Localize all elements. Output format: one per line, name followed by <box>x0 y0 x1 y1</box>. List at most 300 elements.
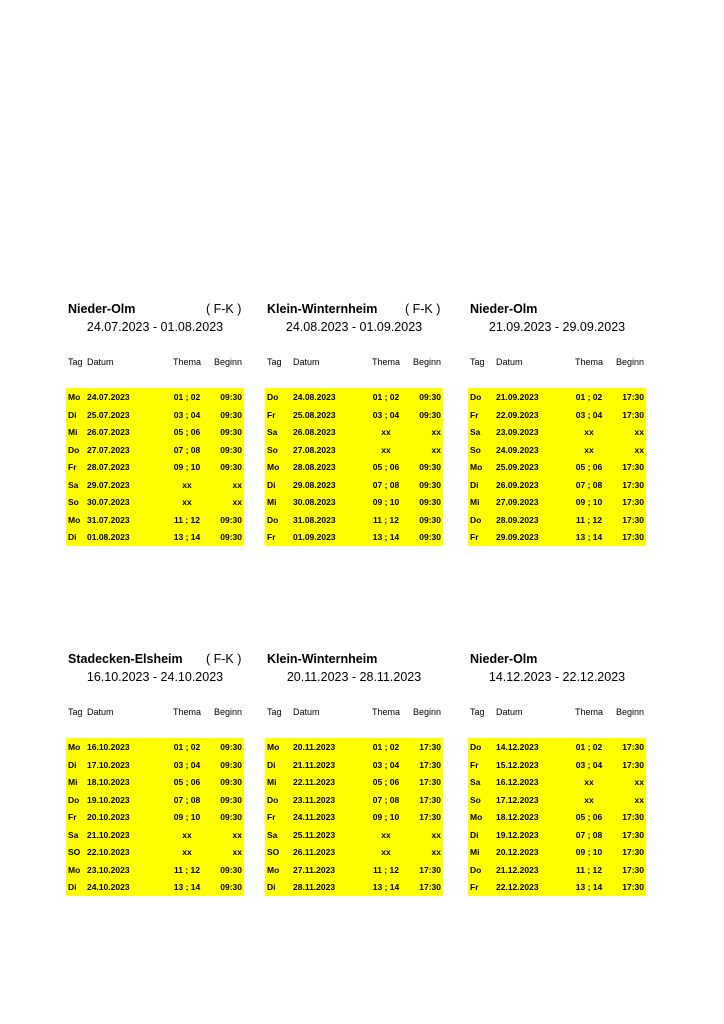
header-tag: Tag <box>68 357 83 367</box>
thema-cell: 05 ; 06 <box>173 777 201 787</box>
thema-cell: 09 ; 10 <box>173 812 201 822</box>
table-row <box>66 388 244 406</box>
table-row <box>468 738 646 756</box>
table-header <box>468 357 646 371</box>
day-cell: Di <box>68 759 77 770</box>
table-row <box>468 423 646 441</box>
day-cell: Fr <box>267 812 276 822</box>
block-title <box>468 302 646 320</box>
date-cell: 18.12.2023 <box>496 812 539 822</box>
table-row <box>468 441 646 459</box>
beginn-cell: 17:30 <box>622 514 644 525</box>
table-row <box>66 861 244 879</box>
header-beginn: Beginn <box>412 707 441 717</box>
beginn-cell: 17:30 <box>419 777 441 787</box>
date-cell: 26.11.2023 <box>293 847 336 857</box>
table-row <box>468 878 646 896</box>
table-row <box>265 773 443 791</box>
date-cell: 25.08.2023 <box>293 409 336 420</box>
header-thema: Thema <box>574 357 603 367</box>
day-cell: Do <box>267 514 279 525</box>
day-cell: Do <box>470 514 482 525</box>
thema-cell: 07 ; 08 <box>575 479 603 490</box>
day-cell: So <box>267 444 278 455</box>
date-range: 14.12.2023 - 22.12.2023 <box>488 670 626 684</box>
date-cell: 24.09.2023 <box>496 444 539 455</box>
table-row <box>66 476 244 494</box>
day-cell: Di <box>68 882 77 892</box>
day-cell: Mi <box>267 497 277 507</box>
beginn-cell: xx <box>634 444 644 455</box>
table-row <box>66 738 244 756</box>
thema-cell: 01 ; 02 <box>372 742 400 752</box>
block-title <box>66 652 244 670</box>
date-cell: 27.08.2023 <box>293 444 336 455</box>
day-cell: Fr <box>68 812 77 822</box>
thema-cell: xx <box>182 829 192 840</box>
location-name: Nieder-Olm <box>68 302 136 316</box>
thema-cell: xx <box>381 444 391 455</box>
day-cell: Sa <box>267 427 278 437</box>
header-tag: Tag <box>267 357 282 367</box>
table-row <box>265 511 443 529</box>
day-cell: SO <box>68 847 81 857</box>
day-cell: Fr <box>470 759 479 770</box>
thema-cell: 11 ; 12 <box>576 514 602 525</box>
day-cell: So <box>470 794 481 805</box>
beginn-cell: 17:30 <box>419 742 441 752</box>
beginn-cell: 09:30 <box>220 532 242 542</box>
table-row <box>468 756 646 774</box>
beginn-cell: 17:30 <box>419 794 441 805</box>
block-title <box>468 652 646 670</box>
table-row <box>468 808 646 826</box>
day-cell: Mo <box>68 392 81 402</box>
thema-cell: 13 ; 14 <box>575 532 603 542</box>
beginn-cell: 09:30 <box>220 462 242 472</box>
date-cell: 24.10.2023 <box>87 882 130 892</box>
day-cell: Mi <box>68 777 78 787</box>
table-row <box>66 406 244 424</box>
thema-cell: 11 ; 12 <box>373 864 399 875</box>
thema-cell: 13 ; 14 <box>372 532 400 542</box>
thema-cell: 05 ; 06 <box>372 462 400 472</box>
beginn-cell: 09:30 <box>220 812 242 822</box>
table-row <box>265 843 443 861</box>
table-row <box>265 458 443 476</box>
date-cell: 24.08.2023 <box>293 392 336 402</box>
day-cell: Mo <box>470 462 483 472</box>
course-tag: ( F-K ) <box>206 302 242 316</box>
date-cell: 31.08.2023 <box>293 514 336 525</box>
beginn-cell: 17:30 <box>622 812 644 822</box>
table-row <box>468 826 646 844</box>
date-cell: 17.10.2023 <box>87 759 130 770</box>
table-row <box>265 791 443 809</box>
beginn-cell: 17:30 <box>419 812 441 822</box>
date-cell: 26.09.2023 <box>496 479 539 490</box>
thema-cell: 13 ; 14 <box>173 882 201 892</box>
thema-cell: 07 ; 08 <box>372 479 400 490</box>
day-cell: Sa <box>470 427 481 437</box>
table-row <box>66 773 244 791</box>
beginn-cell: xx <box>431 829 441 840</box>
table-row <box>66 423 244 441</box>
date-cell: 28.08.2023 <box>293 462 336 472</box>
header-datum: Datum <box>496 707 523 717</box>
beginn-cell: 17:30 <box>622 864 644 875</box>
beginn-cell: 09:30 <box>220 444 242 455</box>
table-row <box>265 441 443 459</box>
header-beginn: Beginn <box>615 357 644 367</box>
header-beginn: Beginn <box>213 707 242 717</box>
date-cell: 19.12.2023 <box>496 829 539 840</box>
day-cell: Sa <box>68 479 79 490</box>
table-row <box>66 756 244 774</box>
thema-cell: 13 ; 14 <box>372 882 400 892</box>
day-cell: Mi <box>470 497 480 507</box>
day-cell: Fr <box>68 462 77 472</box>
date-cell: 28.07.2023 <box>87 462 130 472</box>
table-row <box>265 476 443 494</box>
day-cell: Di <box>267 479 276 490</box>
day-cell: So <box>470 444 481 455</box>
header-datum: Datum <box>293 357 320 367</box>
thema-cell: 09 ; 10 <box>575 497 603 507</box>
table-row <box>265 878 443 896</box>
header-datum: Datum <box>496 357 523 367</box>
day-cell: Mo <box>267 462 280 472</box>
thema-cell: 09 ; 10 <box>372 812 400 822</box>
date-range: 24.07.2023 - 01.08.2023 <box>86 320 224 334</box>
day-cell: Mo <box>267 742 280 752</box>
block-title <box>265 302 443 320</box>
day-cell: Di <box>470 829 479 840</box>
date-cell: 25.07.2023 <box>87 409 130 420</box>
table-row <box>265 388 443 406</box>
date-cell: 29.07.2023 <box>87 479 130 490</box>
table-row <box>66 458 244 476</box>
beginn-cell: 09:30 <box>220 864 242 875</box>
date-cell: 28.09.2023 <box>496 514 539 525</box>
date-cell: 23.10.2023 <box>87 864 130 875</box>
thema-cell: 01 ; 02 <box>173 392 201 402</box>
schedule-table <box>468 388 646 546</box>
day-cell: Di <box>68 532 77 542</box>
beginn-cell: xx <box>634 777 644 787</box>
beginn-cell: 17:30 <box>622 759 644 770</box>
thema-cell: 11 ; 12 <box>174 514 200 525</box>
day-cell: Sa <box>68 829 79 840</box>
beginn-cell: 09:30 <box>220 514 242 525</box>
schedule-table <box>265 388 443 546</box>
day-cell: Fr <box>267 409 276 420</box>
beginn-cell: 09:30 <box>220 392 242 402</box>
date-cell: 19.10.2023 <box>87 794 130 805</box>
thema-cell: 03 ; 04 <box>372 759 400 770</box>
date-cell: 23.11.2023 <box>293 794 336 805</box>
thema-cell: xx <box>381 847 391 857</box>
beginn-cell: xx <box>232 829 242 840</box>
table-header <box>66 707 244 721</box>
schedule-table <box>265 738 443 896</box>
day-cell: Mo <box>470 812 483 822</box>
beginn-cell: 17:30 <box>622 882 644 892</box>
date-cell: 21.09.2023 <box>496 392 539 402</box>
table-row <box>66 808 244 826</box>
thema-cell: 03 ; 04 <box>575 409 603 420</box>
thema-cell: xx <box>584 777 594 787</box>
schedule-table <box>468 738 646 896</box>
table-row <box>66 843 244 861</box>
day-cell: Di <box>68 409 77 420</box>
header-tag: Tag <box>68 707 83 717</box>
table-row <box>265 528 443 546</box>
day-cell: Do <box>267 794 279 805</box>
table-row <box>265 808 443 826</box>
date-cell: 20.12.2023 <box>496 847 539 857</box>
beginn-cell: 09:30 <box>220 794 242 805</box>
date-cell: 25.11.2023 <box>293 829 336 840</box>
date-cell: 21.10.2023 <box>87 829 130 840</box>
thema-cell: 09 ; 10 <box>372 497 400 507</box>
thema-cell: xx <box>182 479 192 490</box>
day-cell: Mi <box>68 427 78 437</box>
thema-cell: 03 ; 04 <box>173 409 201 420</box>
table-row <box>265 406 443 424</box>
course-tag: ( F-K ) <box>206 652 242 666</box>
date-cell: 14.12.2023 <box>496 742 539 752</box>
table-row <box>265 738 443 756</box>
date-cell: 20.10.2023 <box>87 812 130 822</box>
date-cell: 28.11.2023 <box>293 882 336 892</box>
table-row <box>468 528 646 546</box>
location-name: Nieder-Olm <box>470 652 538 666</box>
beginn-cell: 09:30 <box>419 392 441 402</box>
table-row <box>468 388 646 406</box>
thema-cell: 13 ; 14 <box>173 532 201 542</box>
date-cell: 25.09.2023 <box>496 462 539 472</box>
day-cell: Mo <box>267 864 280 875</box>
beginn-cell: 09:30 <box>419 497 441 507</box>
header-thema: Thema <box>172 357 201 367</box>
thema-cell: 11 ; 12 <box>373 514 399 525</box>
thema-cell: 03 ; 04 <box>372 409 400 420</box>
table-row <box>265 826 443 844</box>
date-cell: 22.10.2023 <box>87 847 130 857</box>
table-header <box>265 357 443 371</box>
day-cell: Mi <box>470 847 480 857</box>
day-cell: Sa <box>267 829 278 840</box>
date-cell: 30.07.2023 <box>87 497 130 507</box>
day-cell: Do <box>68 794 80 805</box>
table-row <box>468 476 646 494</box>
date-cell: 30.08.2023 <box>293 497 336 507</box>
table-row <box>265 861 443 879</box>
thema-cell: 03 ; 04 <box>173 759 201 770</box>
day-cell: SO <box>267 847 280 857</box>
date-cell: 18.10.2023 <box>87 777 130 787</box>
date-cell: 26.07.2023 <box>87 427 130 437</box>
thema-cell: xx <box>381 427 391 437</box>
beginn-cell: xx <box>232 479 242 490</box>
beginn-cell: 17:30 <box>419 864 441 875</box>
beginn-cell: xx <box>232 497 242 507</box>
thema-cell: 01 ; 02 <box>173 742 201 752</box>
beginn-cell: 17:30 <box>622 829 644 840</box>
table-row <box>66 511 244 529</box>
date-cell: 22.11.2023 <box>293 777 336 787</box>
day-cell: Fr <box>470 532 479 542</box>
beginn-cell: 09:30 <box>220 759 242 770</box>
day-cell: Di <box>470 479 479 490</box>
table-row <box>468 843 646 861</box>
date-cell: 16.10.2023 <box>87 742 130 752</box>
thema-cell: 11 ; 12 <box>576 864 602 875</box>
beginn-cell: 09:30 <box>419 514 441 525</box>
table-row <box>66 528 244 546</box>
date-cell: 15.12.2023 <box>496 759 539 770</box>
beginn-cell: 17:30 <box>622 462 644 472</box>
beginn-cell: 09:30 <box>419 532 441 542</box>
beginn-cell: 09:30 <box>220 777 242 787</box>
thema-cell: 11 ; 12 <box>174 864 200 875</box>
day-cell: Mo <box>68 864 81 875</box>
day-cell: Mo <box>68 742 81 752</box>
day-cell: Do <box>470 864 482 875</box>
table-row <box>468 493 646 511</box>
table-row <box>66 878 244 896</box>
header-beginn: Beginn <box>412 357 441 367</box>
header-tag: Tag <box>470 357 485 367</box>
beginn-cell: 17:30 <box>622 497 644 507</box>
header-datum: Datum <box>293 707 320 717</box>
table-row <box>265 423 443 441</box>
thema-cell: xx <box>182 847 192 857</box>
beginn-cell: 17:30 <box>622 479 644 490</box>
day-cell: Do <box>470 742 482 752</box>
date-cell: 21.12.2023 <box>496 864 539 875</box>
header-tag: Tag <box>470 707 485 717</box>
thema-cell: 07 ; 08 <box>173 794 201 805</box>
day-cell: Fr <box>470 882 479 892</box>
date-cell: 01.09.2023 <box>293 532 336 542</box>
date-cell: 22.09.2023 <box>496 409 539 420</box>
beginn-cell: 09:30 <box>419 479 441 490</box>
date-range: 24.08.2023 - 01.09.2023 <box>285 320 423 334</box>
beginn-cell: 09:30 <box>220 882 242 892</box>
day-cell: Sa <box>470 777 481 787</box>
day-cell: Fr <box>470 409 479 420</box>
day-cell: Do <box>470 392 482 402</box>
thema-cell: 07 ; 08 <box>575 829 603 840</box>
date-cell: 29.08.2023 <box>293 479 336 490</box>
beginn-cell: 09:30 <box>419 409 441 420</box>
table-row <box>468 458 646 476</box>
header-thema: Thema <box>172 707 201 717</box>
date-range: 16.10.2023 - 24.10.2023 <box>86 670 224 684</box>
beginn-cell: xx <box>232 847 242 857</box>
schedule-table <box>66 738 244 896</box>
header-datum: Datum <box>87 707 114 717</box>
location-name: Klein-Winternheim <box>267 302 378 316</box>
header-datum: Datum <box>87 357 114 367</box>
header-thema: Thema <box>371 707 400 717</box>
beginn-cell: 17:30 <box>622 847 644 857</box>
date-cell: 27.11.2023 <box>293 864 336 875</box>
table-row <box>66 791 244 809</box>
thema-cell: 07 ; 08 <box>372 794 400 805</box>
location-name: Nieder-Olm <box>470 302 538 316</box>
day-cell: Do <box>267 392 279 402</box>
date-cell: 20.11.2023 <box>293 742 336 752</box>
block-title <box>265 652 443 670</box>
beginn-cell: 09:30 <box>220 427 242 437</box>
thema-cell: 05 ; 06 <box>575 462 603 472</box>
table-header <box>265 707 443 721</box>
table-row <box>66 493 244 511</box>
date-cell: 24.11.2023 <box>293 812 336 822</box>
header-thema: Thema <box>574 707 603 717</box>
thema-cell: 09 ; 10 <box>173 462 201 472</box>
day-cell: Do <box>68 444 80 455</box>
table-header <box>468 707 646 721</box>
header-beginn: Beginn <box>213 357 242 367</box>
date-cell: 24.07.2023 <box>87 392 130 402</box>
thema-cell: 05 ; 06 <box>372 777 400 787</box>
thema-cell: xx <box>182 497 192 507</box>
table-row <box>265 756 443 774</box>
table-row <box>468 773 646 791</box>
table-row <box>468 791 646 809</box>
beginn-cell: 09:30 <box>419 462 441 472</box>
beginn-cell: 09:30 <box>220 742 242 752</box>
course-tag: ( F-K ) <box>405 302 441 316</box>
header-tag: Tag <box>267 707 282 717</box>
beginn-cell: 17:30 <box>622 392 644 402</box>
date-range: 21.09.2023 - 29.09.2023 <box>488 320 626 334</box>
table-row <box>66 441 244 459</box>
beginn-cell: xx <box>431 847 441 857</box>
thema-cell: 13 ; 14 <box>575 882 603 892</box>
beginn-cell: 17:30 <box>622 532 644 542</box>
location-name: Stadecken-Elsheim <box>68 652 183 666</box>
beginn-cell: xx <box>634 794 644 805</box>
schedule-table <box>66 388 244 546</box>
date-cell: 21.11.2023 <box>293 759 336 770</box>
date-cell: 27.07.2023 <box>87 444 130 455</box>
day-cell: Mo <box>68 514 81 525</box>
date-cell: 26.08.2023 <box>293 427 336 437</box>
header-thema: Thema <box>371 357 400 367</box>
thema-cell: 03 ; 04 <box>575 759 603 770</box>
date-cell: 22.12.2023 <box>496 882 539 892</box>
beginn-cell: 17:30 <box>419 882 441 892</box>
date-cell: 16.12.2023 <box>496 777 539 787</box>
location-name: Klein-Winternheim <box>267 652 378 666</box>
beginn-cell: 17:30 <box>419 759 441 770</box>
date-cell: 31.07.2023 <box>87 514 130 525</box>
thema-cell: 01 ; 02 <box>575 742 603 752</box>
thema-cell: xx <box>584 427 594 437</box>
thema-cell: 07 ; 08 <box>173 444 201 455</box>
table-row <box>468 406 646 424</box>
beginn-cell: 09:30 <box>220 409 242 420</box>
beginn-cell: 17:30 <box>622 742 644 752</box>
day-cell: Mi <box>267 777 277 787</box>
block-title <box>66 302 244 320</box>
beginn-cell: xx <box>431 444 441 455</box>
